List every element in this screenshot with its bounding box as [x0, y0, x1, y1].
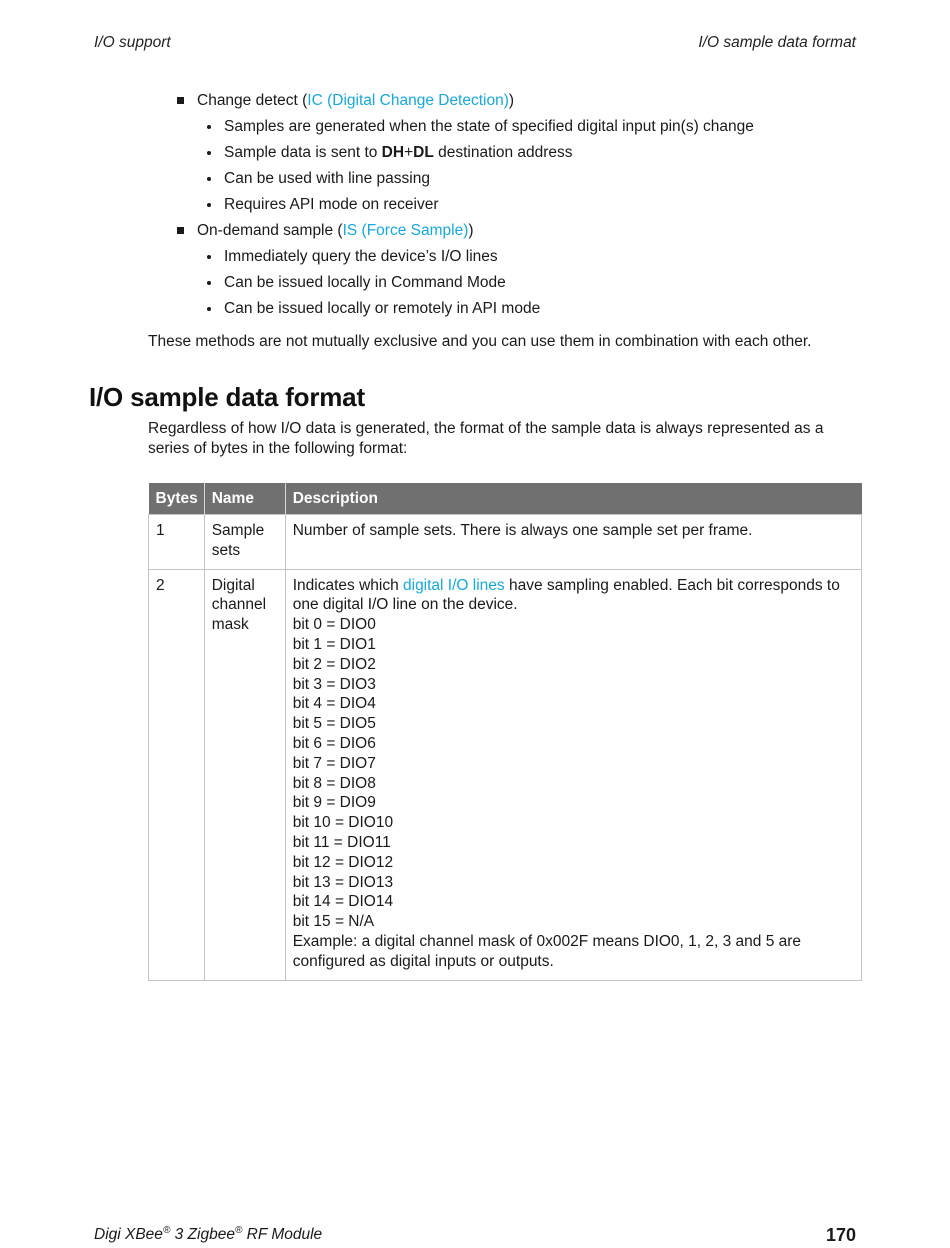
bit-mapping: bit 5 = DIO5	[292, 715, 376, 733]
cell-bytes: 1	[149, 515, 205, 570]
is-command-link[interactable]: IS (Force Sample)	[342, 222, 469, 239]
section-title: I/O sample data format	[89, 382, 365, 412]
table-row	[149, 569, 862, 980]
dest-plus: +	[404, 144, 414, 161]
bit-mapping: bit 7 = DIO7	[292, 754, 376, 772]
list-item: Immediately query the device’s I/O lines	[224, 248, 498, 265]
dest-text-after: destination address	[433, 144, 573, 161]
bit-mapping: bit 13 = DIO13	[292, 873, 394, 891]
bit-mapping: bit 15 = N/A	[292, 913, 375, 931]
table-header-row	[149, 483, 862, 515]
intro-paragraph: Regardless of how I/O data is generated, the format of the sample data is always represented as a series of bytes in the following format:	[148, 420, 824, 457]
list-item: Can be issued locally or remotely in API mode	[224, 300, 541, 317]
bit-mapping: bit 0 = DIO0	[292, 616, 376, 634]
dh-parameter: DH	[381, 144, 405, 161]
list-item-label: Change detect (	[197, 92, 308, 109]
bit-mapping: bit 8 = DIO8	[292, 774, 376, 792]
desc-text-after: have sampling enabled. Each bit corresponds to one digital I/O line on the device.	[292, 576, 840, 614]
list-item: Samples are generated when the state of specified digital input pin(s) change	[224, 118, 754, 135]
bit-mapping: bit 11 = DIO11	[292, 833, 391, 851]
cell-bytes: 2	[149, 569, 205, 980]
list-item-change-detect	[197, 91, 514, 111]
footer-brand: Digi XBee	[94, 1226, 163, 1244]
cell-name: Sample sets	[204, 515, 285, 570]
sample-format-table	[148, 483, 862, 981]
table-row	[149, 515, 862, 570]
bit-mapping: bit 14 = DIO14	[292, 893, 394, 911]
running-header-left: I/O support	[94, 34, 171, 51]
bit-mapping: bit 9 = DIO9	[292, 794, 376, 812]
bit-mapping: bit 6 = DIO6	[292, 734, 376, 752]
running-header-right: I/O sample data format	[698, 34, 856, 51]
footer-suffix: RF Module	[242, 1226, 323, 1244]
list-item-on-demand	[197, 221, 474, 241]
list-item: Can be used with line passing	[224, 170, 430, 187]
list-item: Requires API mode on receiver	[224, 196, 439, 213]
dest-text-before: Sample data is sent to	[224, 144, 382, 161]
dl-parameter: DL	[413, 144, 434, 161]
column-header-name: Name	[204, 483, 285, 515]
column-header-description: Description	[285, 483, 861, 515]
footer-model: 3 Zigbee	[170, 1226, 235, 1244]
digital-io-lines-link[interactable]: digital I/O lines	[403, 576, 505, 594]
page-number: 170	[825, 1225, 856, 1245]
desc-text-before: Indicates which	[292, 576, 403, 594]
bit-mapping: bit 1 = DIO1	[292, 635, 376, 653]
example-text: Example: a digital channel mask of 0x002F means DIO0, 1, 2, 3 and 5 are configured as digital inputs or outputs.	[292, 932, 802, 970]
ic-command-link[interactable]: IC (Digital Change Detection)	[307, 92, 509, 109]
list-item-close: )	[508, 92, 515, 109]
bit-mapping: bit 3 = DIO3	[292, 675, 376, 693]
bit-mapping: bit 4 = DIO4	[292, 695, 376, 713]
list-item-close: )	[468, 222, 474, 239]
registered-mark: ®	[234, 1225, 243, 1236]
list-item-destination	[224, 143, 573, 163]
bit-mapping: bit 12 = DIO12	[292, 853, 394, 871]
footer-product-name	[94, 1225, 322, 1244]
bit-mapping: bit 2 = DIO2	[292, 655, 376, 673]
cell-description: Number of sample sets. There is always one sample set per frame.	[285, 515, 861, 570]
column-header-bytes: Bytes	[149, 483, 205, 515]
list-item-label: On-demand sample (	[197, 222, 343, 239]
cell-name: Digital channel mask	[204, 569, 285, 980]
registered-mark: ®	[162, 1225, 171, 1236]
list-item: Can be issued locally in Command Mode	[224, 274, 506, 291]
bit-mapping: bit 10 = DIO10	[292, 814, 394, 832]
cell-description	[285, 569, 861, 980]
methods-note: These methods are not mutually exclusive and you can use them in combination with each other.	[148, 333, 812, 350]
